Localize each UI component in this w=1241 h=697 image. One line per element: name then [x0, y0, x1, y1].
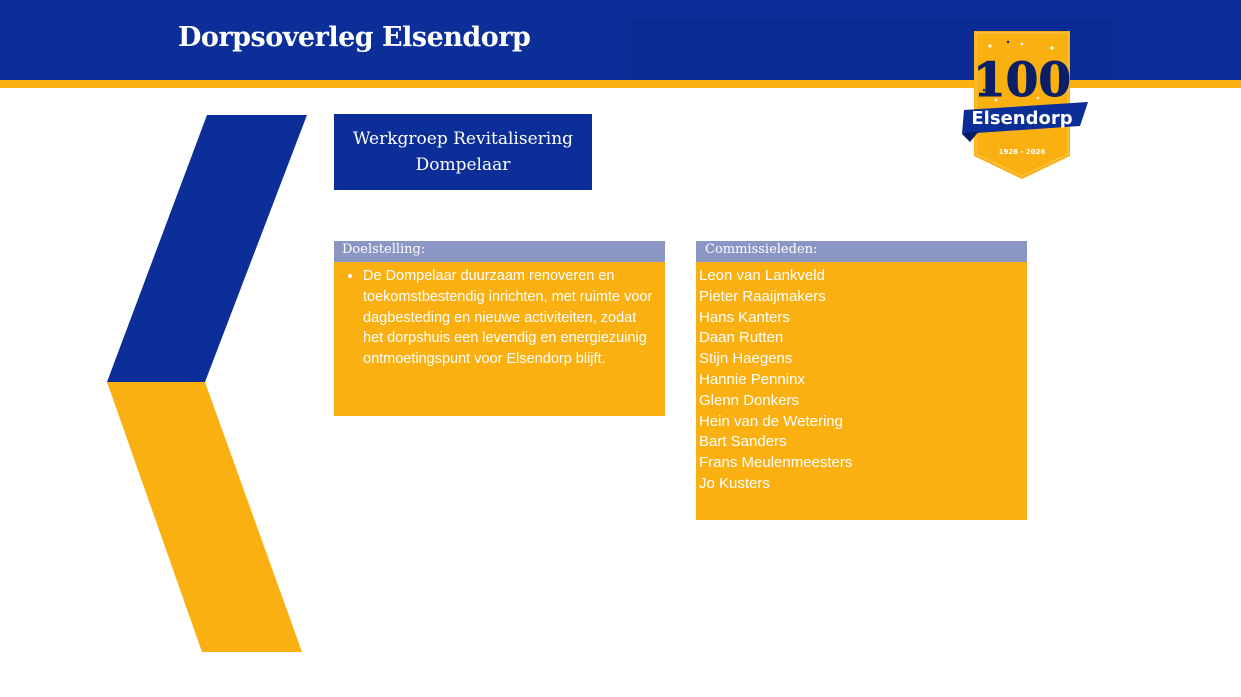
goal-item: • De Dompelaar duurzaam renoveren en toekomstbestendig inrichten, met ruimte voor dagbesteding en nieuwe activiteiten, zodat het dorpshuis een levendig en energiezuinig ontmoetingspunt voor Elsendorp blijft. [363, 266, 659, 370]
committee-member: Hannie Penninx [699, 370, 805, 388]
committee-list [696, 266, 1027, 495]
committee-member: Daan Rutten [699, 329, 784, 347]
chevron-lower [107, 382, 302, 652]
workgroup-title-line1: Werkgroep Revitalisering [352, 129, 574, 149]
logo-years: 1926 - 2026 [998, 148, 1046, 156]
anniversary-logo [960, 30, 1090, 182]
committee-heading: Commissieleden: [696, 241, 1027, 262]
committee-member: Hein van de Wetering [699, 412, 843, 430]
workgroup-title-box [334, 114, 592, 190]
workgroup-title-line2: Dompelaar [415, 155, 511, 175]
committee-member: Hans Kanters [699, 308, 790, 326]
chevron-upper [107, 115, 307, 382]
page-title: Dorpsoverleg Elsendorp [178, 22, 531, 53]
logo-number: 100 [972, 53, 1072, 108]
committee-member: Pieter Raaijmakers [699, 287, 826, 305]
goal-list [334, 266, 665, 370]
committee-member: Stijn Haegens [699, 350, 793, 368]
committee-member: Leon van Lankveld [699, 267, 825, 284]
logo-name: Elsendorp [971, 108, 1073, 129]
committee-member: Glenn Donkers [699, 391, 800, 409]
committee-member: Jo Kusters [699, 474, 770, 492]
committee-panel [696, 241, 1027, 520]
committee-member: Frans Meulenmeesters [699, 454, 853, 472]
goal-panel [334, 241, 665, 416]
chevron-decoration [0, 0, 320, 697]
committee-member: Bart Sanders [699, 433, 787, 451]
goal-heading: Doelstelling: [334, 241, 665, 262]
